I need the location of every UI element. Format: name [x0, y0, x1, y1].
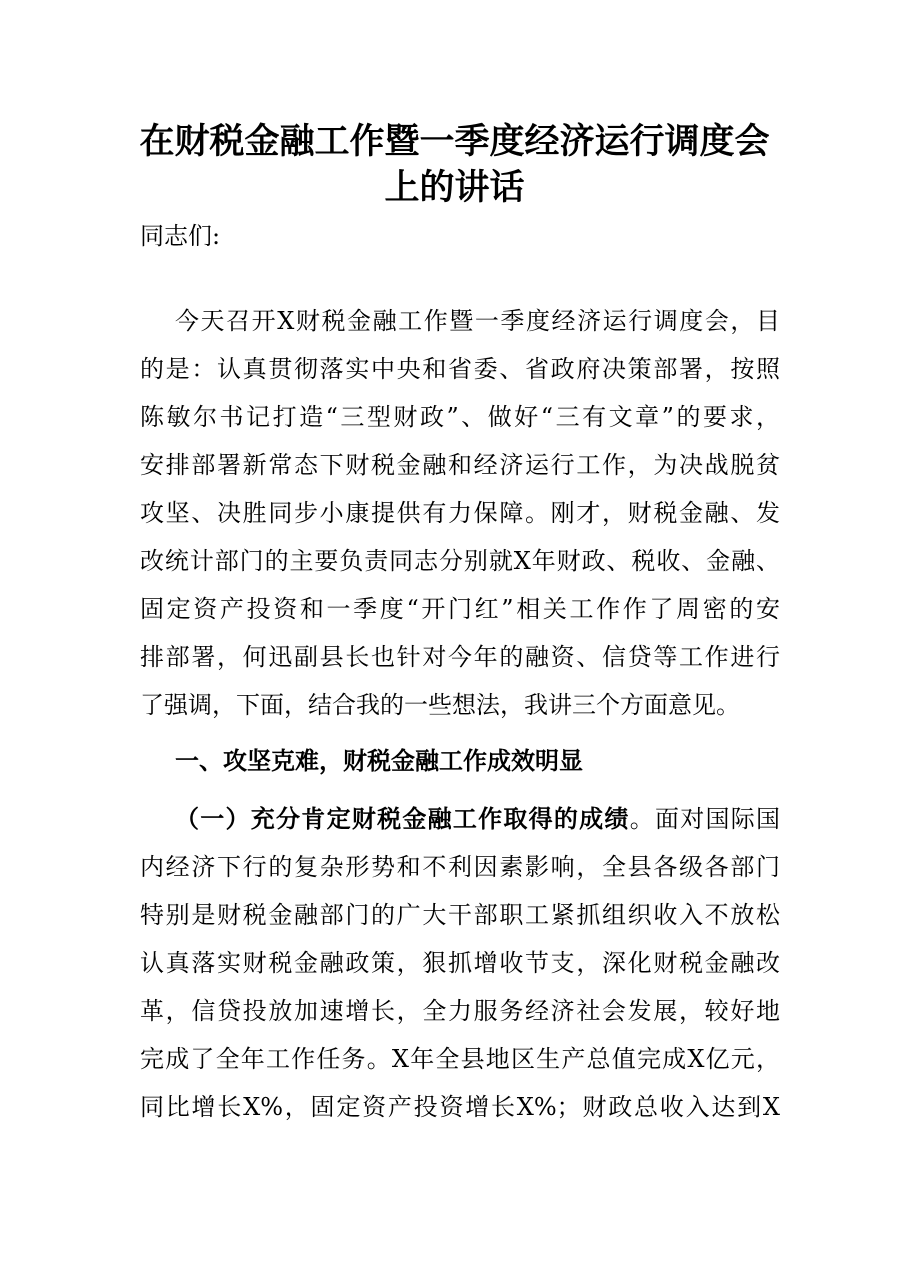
subsection-1-text: 。面对国际国: [629, 805, 781, 833]
subsection-1-first-line: [175, 803, 780, 835]
paragraph-1-line: 改统计部门的主要负责同志分别就X年财政、税收、金融、: [140, 547, 780, 575]
paragraph-1-line: 陈敏尔书记打造“三型财政”、做好“三有文章”的要求，: [140, 403, 780, 431]
paragraph-1-line: 安排部署新常态下财税金融和经济运行工作，为决战脱贫: [140, 451, 780, 479]
document-title-line-2: 上的讲话: [384, 167, 525, 208]
paragraph-1-line: 的是：认真贯彻落实中央和省委、省政府决策部署，按照: [140, 355, 780, 383]
paragraph-2-line: 特别是财税金融部门的广大干部职工紧抓组织收入不放松: [140, 901, 780, 929]
section-1-heading: 一、攻坚克难，财税金融工作成效明显: [175, 747, 583, 775]
paragraph-2-line: 内经济下行的复杂形势和不利因素影响，全县各级各部门: [140, 853, 780, 881]
subsection-1-heading: （一）充分肯定财税金融工作取得的成绩: [175, 805, 630, 833]
document-title-line-1: 在财税金融工作暨一季度经济运行调度会: [139, 121, 770, 162]
paragraph-1-line: 今天召开X财税金融工作暨一季度经济运行调度会，目: [175, 307, 780, 335]
paragraph-2-line: 同比增长X%，固定资产投资增长X%；财政总收入达到X: [140, 1093, 780, 1121]
paragraph-1-line: 了强调，下面，结合我的一些想法，我讲三个方面意见。: [140, 691, 740, 719]
paragraph-1-line: 攻坚、决胜同步小康提供有力保障。刚才，财税金融、发: [140, 499, 780, 527]
paragraph-2-line: 完成了全年工作任务。X年全县地区生产总值完成X亿元，: [140, 1045, 780, 1073]
paragraph-1-line: 排部署，何迅副县长也针对今年的融资、信贷等工作进行: [140, 643, 780, 671]
salutation: 同志们:: [140, 222, 221, 250]
paragraph-1-line: 固定资产投资和一季度“开门红”相关工作作了周密的安: [140, 595, 780, 623]
paragraph-2-line: 革，信贷投放加速增长，全力服务经济社会发展，较好地: [140, 997, 780, 1025]
paragraph-2-line: 认真落实财税金融政策，狠抓增收节支，深化财税金融改: [140, 949, 780, 977]
